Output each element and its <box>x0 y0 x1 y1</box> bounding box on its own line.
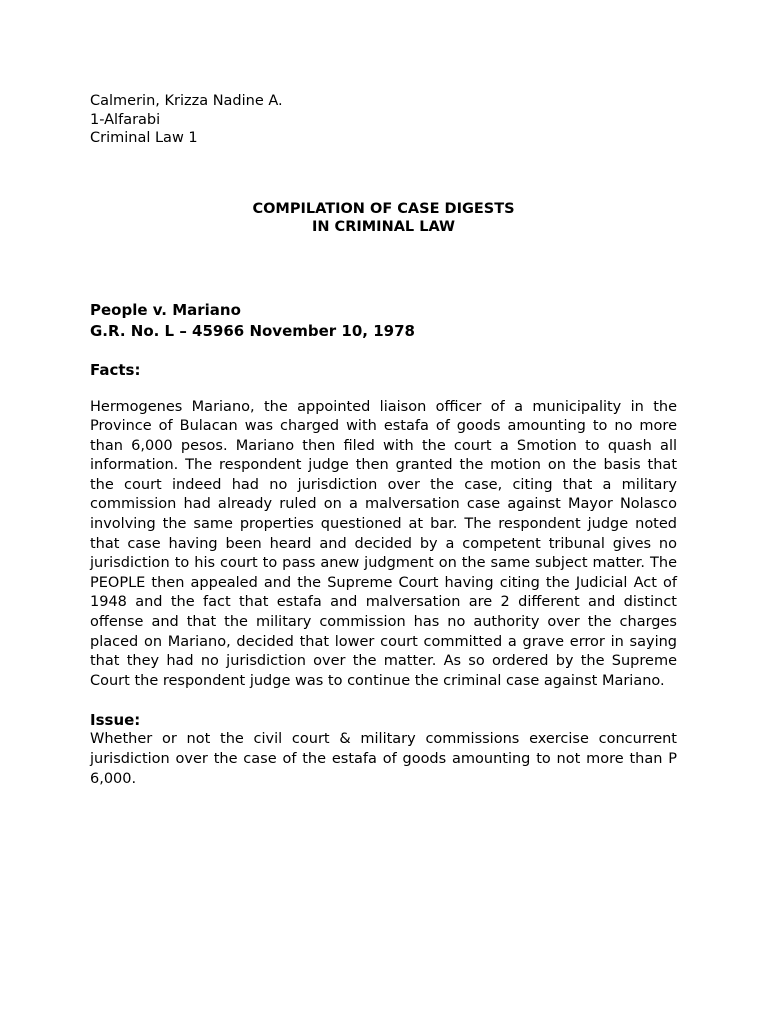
title-line-1: COMPILATION OF CASE DIGESTS <box>252 200 515 217</box>
author-name: Calmerin, Krizza Nadine A. <box>90 93 283 109</box>
issue-heading: Issue: <box>90 711 141 730</box>
issue-paragraph: Whether or not the civil court & military commissions exercise concurrent jurisdiction over the case of the estafa of goods amounting to not more than P 6,000. <box>90 731 677 787</box>
case-heading <box>90 300 677 342</box>
case-citation: G.R. No. L – 45966 November 10, 1978 <box>90 321 415 340</box>
facts-heading: Facts: <box>90 360 141 379</box>
title-line-2: IN CRIMINAL LAW <box>311 218 456 235</box>
document-title <box>90 200 677 236</box>
course-name: Criminal Law 1 <box>90 130 198 146</box>
document-page <box>90 92 677 789</box>
case-name: People v. Mariano <box>90 300 241 319</box>
class-section: 1-Alfarabi <box>90 111 161 128</box>
facts-paragraph: Hermogenes Mariano, the appointed liaison officer of a municipality in the Province of Bulacan was charged with estafa of goods amounting to no more than 6,000 pesos. Mariano then filed with the court a Smotion to quash all information. The respondent judge then granted the motion on the basis that the court indeed had no jurisdiction over the case, citing that a military commission had already ruled on a malversation case against Mayor Nolasco involving the same properties questioned at bar. The respondent judge noted that case having been heard and decided by a competent tribunal gives no jurisdiction to his court to pass anew judgment on the same subject matter. The PEOPLE then appealed and the Supreme Court having citing the Judicial Act of 1948 and the fact that estafa and malversation are 2 different and distinct offense and that the military commission has no authority over the charges placed on Mariano, decided that lower court committed a grave error in saying that they had no jurisdiction over the matter. As so ordered by the Supreme Court the respondent judge was to continue the criminal case against Mariano. <box>90 398 677 689</box>
author-header <box>90 92 677 148</box>
